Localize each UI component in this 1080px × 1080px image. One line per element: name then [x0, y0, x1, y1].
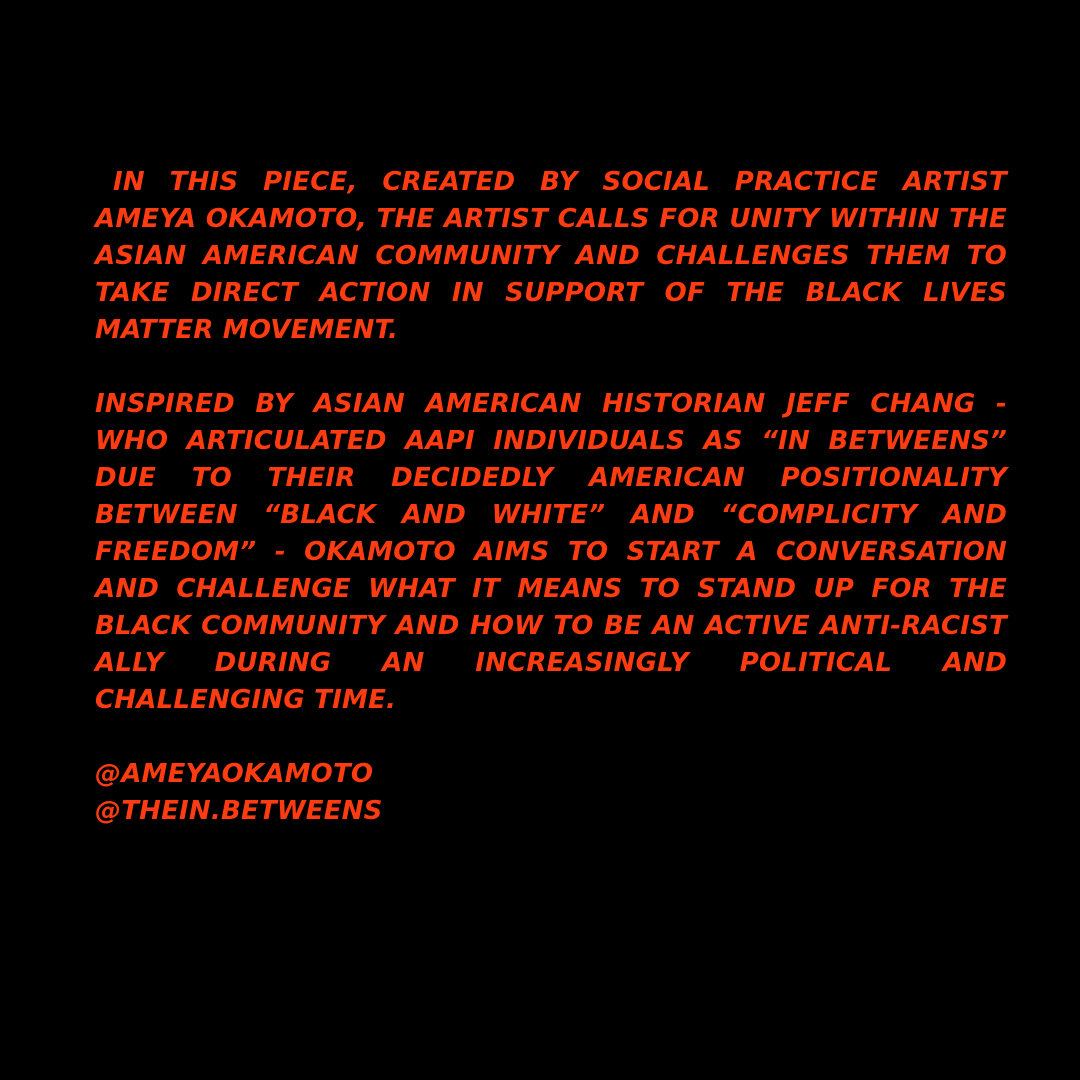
artist-handle[interactable]: @AMEYAOKAMOTO	[95, 759, 374, 789]
inspiration-paragraph: INSPIRED BY ASIAN AMERICAN HISTORIAN JEFF CHANG - WHO ARTICULATED AAPI INDIVIDUALS AS “IN BETWEENS” DUE TO THEIR DECIDEDLY AMERICAN POSITIONALITY BETWEEN “BLACK AND WHITE” AND “COMPLICITY AND FREEDOM” - OKAMOTO AIMS TO START A CONVERSATION AND CHALLENGE WHAT IT MEANS TO STAND UP FOR THE BLACK COMMUNITY AND HOW TO BE AN ACTIVE ANTI-RACIST ALLY DURING AN INCREASINGLY POLITICAL AND CHALLENGING TIME.	[95, 389, 1007, 715]
project-handle[interactable]: @THEIN.BETWEENS	[95, 796, 383, 826]
handles-list	[95, 756, 1007, 830]
caption-text-block	[95, 164, 1007, 830]
intro-paragraph: IN THIS PIECE, CREATED BY SOCIAL PRACTICE ARTIST AMEYA OKAMOTO, THE ARTIST CALLS FOR UNITY WITHIN THE ASIAN AMERICAN COMMUNITY AND CHALLENGES THEM TO TAKE DIRECT ACTION IN SUPPORT OF THE BLACK LIVES MATTER MOVEMENT.	[95, 167, 1007, 345]
